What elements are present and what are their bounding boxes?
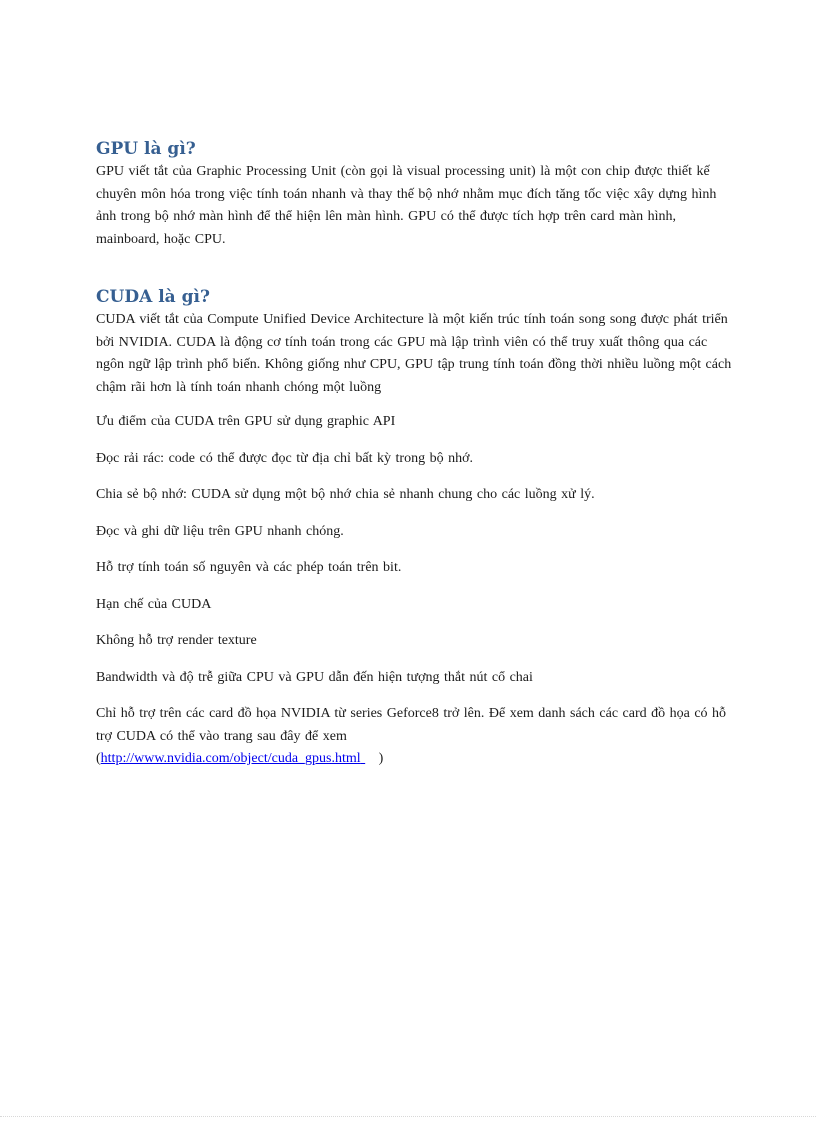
- heading-gpu: GPU là gì?: [96, 139, 196, 159]
- heading-cuda: CUDA là gì?: [96, 287, 210, 307]
- list-item-scattered-read: Đọc rải rác: code có thể được đọc từ địa chỉ bất kỳ trong bộ nhớ.: [96, 450, 473, 466]
- document-body: [96, 137, 736, 785]
- nvidia-cuda-gpus-link[interactable]: http://www.nvidia.com/object/cuda_gpus.html: [100, 751, 361, 766]
- paragraph-cuda: CUDA viết tắt của Compute Unified Device Architecture là một kiến trúc tính toán song song được phát triển bởi NVIDIA. CUDA là động cơ tính toán trong các GPU mà lập trình viên có thể truy xuất thông qua các ngôn ngữ lập trình phổ biến. Không giống như CPU, GPU tập trung tính toán đồng thời nhiều luồng một cách chậm rãi hơn là tính toán nhanh chóng một luồng: [96, 312, 732, 395]
- content-list: [96, 411, 736, 771]
- section-cuda: [96, 285, 736, 399]
- list-item-shared-memory: Chia sẻ bộ nhớ: CUDA sử dụng một bộ nhớ chia sẻ nhanh chung cho các luồng xử lý.: [96, 487, 595, 502]
- page-bottom-edge: [0, 1116, 816, 1117]
- list-item-limitations-heading: Hạn chế của CUDA: [96, 596, 212, 612]
- paragraph-gpu: GPU viết tắt của Graphic Processing Unit (còn gọi là visual processing unit) là một con chip được thiết kế chuyên môn hóa trong việc tính toán nhanh và thay thế bộ nhớ nhằm mục đích tăng tốc việc xây dựng hình ảnh trong bộ nhớ màn hình để thể hiện lên màn hình. GPU có thể được tích hợp trên card màn hình, mainboard, hoặc CPU.: [96, 164, 717, 247]
- list-item-fast-readwrite: Đọc và ghi dữ liệu trên GPU nhanh chóng.: [96, 523, 344, 539]
- link-close-paren: ): [378, 751, 384, 766]
- list-item-advantages-heading: Ưu điểm của CUDA trên GPU sử dụng graphic API: [96, 414, 396, 429]
- list-item-integer-ops: Hỗ trợ tính toán số nguyên và các phép toán trên bit.: [96, 560, 402, 575]
- link-underline-gap: [361, 748, 379, 771]
- final-paragraph: [96, 703, 736, 771]
- section-gpu: [96, 137, 736, 251]
- final-paragraph-text: Chỉ hỗ trợ trên các card đồ họa NVIDIA từ series Geforce8 trở lên. Để xem danh sách các card đồ họa có hỗ trợ CUDA có thể vào trang sau đây để xem: [96, 706, 727, 744]
- list-item-bandwidth: Bandwidth và độ trễ giữa CPU và GPU dẫn đến hiện tượng thắt nút cổ chai: [96, 669, 533, 685]
- link-open-paren: (: [96, 751, 101, 766]
- link-line: [96, 748, 736, 771]
- list-item-no-render-texture: Không hỗ trợ render texture: [96, 633, 257, 648]
